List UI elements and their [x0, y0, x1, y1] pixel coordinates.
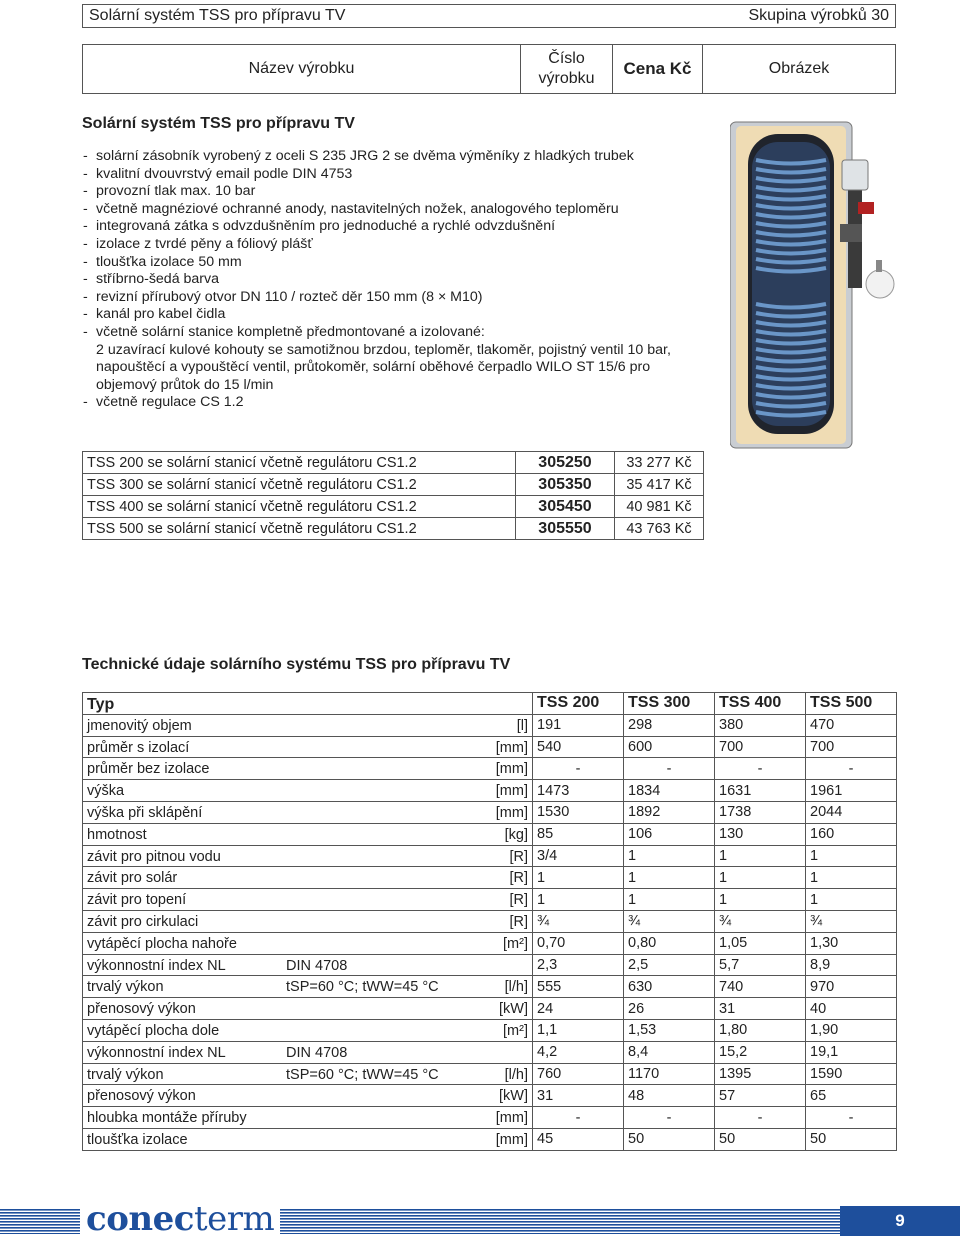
tech-value: -	[806, 1107, 897, 1129]
tech-value: 50	[624, 1128, 715, 1150]
feature-item: - včetně magnéziové ochranné anody, nastavitelných nožek, analogového teploměru	[82, 201, 722, 219]
param-unit: [l/h]	[504, 979, 528, 996]
tech-row	[83, 736, 897, 758]
feature-item: napouštěcí a vypouštěcí ventil, průtokoměr, solární oběhové čerpadlo WILO ST 15/6 pro	[96, 359, 651, 376]
tech-value: 760	[533, 1063, 624, 1085]
product-code: 305450	[516, 496, 615, 518]
tech-value: 1961	[806, 780, 897, 802]
model-header: TSS 500	[806, 693, 897, 715]
param-condition: DIN 4708	[286, 957, 348, 974]
tech-value: 1	[715, 845, 806, 867]
param-unit: [mm]	[495, 783, 528, 800]
document-title: Solární systém TSS pro přípravu TV	[89, 7, 346, 24]
page-number: 9	[840, 1206, 960, 1236]
param-unit: [m²]	[503, 935, 528, 952]
tech-value: 700	[806, 736, 897, 758]
tech-value: 700	[715, 736, 806, 758]
tech-value: ¾	[624, 910, 715, 932]
feature-item: - revizní přírubový otvor DN 110 / rozteč děr 150 mm (8 × M10)	[82, 289, 722, 307]
feature-list	[82, 148, 722, 412]
tech-value: 555	[533, 976, 624, 998]
tech-label-cell	[83, 1107, 533, 1129]
section-title: Solární systém TSS pro přípravu TV	[82, 115, 355, 132]
tech-value: 1	[624, 889, 715, 911]
tech-row	[83, 910, 897, 932]
param-name: závit pro cirkulaci	[87, 913, 199, 930]
type-label: Typ	[83, 693, 533, 715]
tech-value: 1631	[715, 780, 806, 802]
tech-label-cell	[83, 910, 533, 932]
param-unit: [l/h]	[504, 1066, 528, 1083]
model-header: TSS 300	[624, 693, 715, 715]
tech-value: 4,2	[533, 1041, 624, 1063]
param-condition: DIN 4708	[286, 1044, 348, 1061]
param-name: vytápěcí plocha dole	[87, 1022, 220, 1039]
tech-value: 85	[533, 823, 624, 845]
tech-value: 50	[806, 1128, 897, 1150]
param-name: přenosový výkon	[87, 1088, 196, 1105]
tech-row	[83, 714, 897, 736]
tech-row	[83, 867, 897, 889]
tech-value: -	[715, 1107, 806, 1129]
tech-label-cell	[83, 998, 533, 1020]
param-name: výkonnostní index NL	[87, 957, 226, 974]
price-row	[83, 452, 704, 474]
feature-item: - izolace z tvrdé pěny a fóliový plášť	[82, 236, 722, 254]
product-name: TSS 200 se solární stanicí včetně regulátoru CS1.2	[83, 452, 516, 474]
price-row	[83, 474, 704, 496]
tech-row	[83, 823, 897, 845]
top-bar	[82, 4, 896, 28]
tech-value: ¾	[533, 910, 624, 932]
tech-label-cell	[83, 867, 533, 889]
tech-value: 0,80	[624, 932, 715, 954]
col-price: Cena Kč	[613, 45, 703, 93]
feature-item: - integrovaná zátka s odvzdušněním pro jednoduché a rychlé odvzdušnění	[82, 218, 722, 236]
col-product-name: Název výrobku	[83, 45, 521, 93]
tech-label-cell	[83, 1063, 533, 1085]
tech-label-cell	[83, 932, 533, 954]
tech-row	[83, 932, 897, 954]
product-price: 35 417 Kč	[615, 474, 704, 496]
tech-value: 40	[806, 998, 897, 1020]
tech-value: 380	[715, 714, 806, 736]
tech-row	[83, 1085, 897, 1107]
param-name: hloubka montáže příruby	[87, 1110, 247, 1127]
param-unit: [mm]	[495, 1110, 528, 1127]
tech-value: ¾	[715, 910, 806, 932]
tech-value: 191	[533, 714, 624, 736]
param-unit: [mm]	[495, 761, 528, 778]
param-name: jmenovitý objem	[87, 717, 192, 734]
tech-value: 540	[533, 736, 624, 758]
tech-value: 1834	[624, 780, 715, 802]
tech-value: 1,05	[715, 932, 806, 954]
tech-value: 970	[806, 976, 897, 998]
tech-value: 15,2	[715, 1041, 806, 1063]
tech-value: 470	[806, 714, 897, 736]
tech-value: 1	[624, 845, 715, 867]
param-name: trvalý výkon	[87, 979, 164, 996]
tech-value: 1590	[806, 1063, 897, 1085]
tech-value: 65	[806, 1085, 897, 1107]
feature-item: - kanál pro kabel čidla	[82, 306, 722, 324]
feature-item: - včetně regulace CS 1.2	[82, 394, 722, 412]
tech-value: 740	[715, 976, 806, 998]
tech-value: 31	[533, 1085, 624, 1107]
param-unit: [mm]	[495, 804, 528, 821]
tech-value: 1,53	[624, 1019, 715, 1041]
tech-label-cell	[83, 758, 533, 780]
tech-row	[83, 758, 897, 780]
tech-label-cell	[83, 954, 533, 976]
tech-value: 1738	[715, 801, 806, 823]
tech-row	[83, 845, 897, 867]
col-number-line2: výrobku	[538, 70, 595, 87]
tech-row	[83, 889, 897, 911]
tech-table	[82, 692, 897, 1151]
tech-value: 1892	[624, 801, 715, 823]
param-name: výška	[87, 783, 125, 800]
param-name: trvalý výkon	[87, 1066, 164, 1083]
tech-value: 8,4	[624, 1041, 715, 1063]
col-product-number	[521, 45, 613, 93]
tech-value: 19,1	[806, 1041, 897, 1063]
tech-value: 2044	[806, 801, 897, 823]
tech-value: 630	[624, 976, 715, 998]
param-name: hmotnost	[87, 826, 147, 843]
tech-value: 1170	[624, 1063, 715, 1085]
param-condition: tSP=60 °C; tWW=45 °C	[286, 1066, 439, 1083]
tech-value: 298	[624, 714, 715, 736]
tech-row	[83, 1019, 897, 1041]
product-name: TSS 500 se solární stanicí včetně regulátoru CS1.2	[83, 518, 516, 540]
tech-label-cell	[83, 889, 533, 911]
tech-label-cell	[83, 1085, 533, 1107]
product-name: TSS 300 se solární stanicí včetně regulátoru CS1.2	[83, 474, 516, 496]
param-condition: tSP=60 °C; tWW=45 °C	[286, 979, 439, 996]
param-unit: [R]	[509, 913, 528, 930]
tech-row	[83, 998, 897, 1020]
tech-row	[83, 954, 897, 976]
tech-value: 600	[624, 736, 715, 758]
tech-value: 1395	[715, 1063, 806, 1085]
param-name: průměr s izolací	[87, 739, 190, 756]
tech-row	[83, 1128, 897, 1150]
tech-value: 26	[624, 998, 715, 1020]
param-unit: [R]	[509, 870, 528, 887]
param-unit: [R]	[509, 892, 528, 909]
tech-label-cell	[83, 976, 533, 998]
feature-item: - provozní tlak max. 10 bar	[82, 183, 722, 201]
param-name: závit pro topení	[87, 892, 187, 909]
tech-value: 1	[806, 889, 897, 911]
tech-value: 130	[715, 823, 806, 845]
feature-item: objemový průtok do 15 l/min	[96, 376, 274, 393]
tech-label-cell	[83, 845, 533, 867]
tech-value: -	[624, 1107, 715, 1129]
tech-title: Technické údaje solárního systému TSS pro přípravu TV	[82, 656, 511, 673]
feature-item: 2 uzavírací kulové kohouty se samotižnou brzdou, teploměr, tlakoměr, pojistný ventil 10 bar,	[96, 341, 671, 358]
price-row	[83, 518, 704, 540]
tech-value: 1	[533, 867, 624, 889]
product-group: Skupina výrobků 30	[748, 7, 889, 24]
param-unit: [R]	[509, 848, 528, 865]
param-name: výkonnostní index NL	[87, 1044, 226, 1061]
tech-label-cell	[83, 823, 533, 845]
feature-item: - stříbrno-šedá barva	[82, 271, 722, 289]
tech-row	[83, 976, 897, 998]
tech-value: 2,3	[533, 954, 624, 976]
tech-value: 24	[533, 998, 624, 1020]
tech-value: 2,5	[624, 954, 715, 976]
model-header: TSS 400	[715, 693, 806, 715]
param-name: závit pro solár	[87, 870, 178, 887]
tech-label-cell	[83, 780, 533, 802]
tech-row	[83, 780, 897, 802]
tech-value: -	[715, 758, 806, 780]
col-image: Obrázek	[768, 60, 830, 77]
param-unit: [kW]	[499, 1001, 528, 1018]
tech-label-cell	[83, 736, 533, 758]
product-name: TSS 400 se solární stanicí včetně regulátoru CS1.2	[83, 496, 516, 518]
product-code: 305250	[516, 452, 615, 474]
tech-value: -	[533, 1107, 624, 1129]
price-table	[82, 451, 704, 540]
product-code: 305550	[516, 518, 615, 540]
tech-value: 45	[533, 1128, 624, 1150]
tech-label-cell	[83, 1041, 533, 1063]
tech-label-cell	[83, 714, 533, 736]
param-name: tloušťka izolace	[87, 1131, 188, 1148]
solar-tank-image	[730, 120, 898, 450]
tech-value: ¾	[806, 910, 897, 932]
tech-header-row	[83, 693, 897, 715]
tech-label-cell	[83, 801, 533, 823]
product-price: 43 763 Kč	[615, 518, 704, 540]
param-unit: [l]	[516, 717, 528, 734]
param-unit: [kg]	[504, 826, 528, 843]
tech-value: 1	[624, 867, 715, 889]
tech-value: 1,80	[715, 1019, 806, 1041]
tech-row	[83, 801, 897, 823]
tech-value: 1	[806, 867, 897, 889]
param-unit: [mm]	[495, 739, 528, 756]
tech-value: 1,1	[533, 1019, 624, 1041]
col-number-line1: Číslo	[548, 50, 585, 67]
tech-value: 1473	[533, 780, 624, 802]
product-price: 40 981 Kč	[615, 496, 704, 518]
param-name: průměr bez izolace	[87, 761, 210, 778]
tech-value: 57	[715, 1085, 806, 1107]
column-header	[82, 44, 896, 94]
product-price: 33 277 Kč	[615, 452, 704, 474]
tech-value: -	[624, 758, 715, 780]
tech-label-cell	[83, 1019, 533, 1041]
tech-value: 50	[715, 1128, 806, 1150]
model-header: TSS 200	[533, 693, 624, 715]
feature-item: - tloušťka izolace 50 mm	[82, 254, 722, 272]
tech-value: 5,7	[715, 954, 806, 976]
tech-value: -	[533, 758, 624, 780]
param-name: výška při sklápění	[87, 804, 203, 821]
tech-value: 31	[715, 998, 806, 1020]
param-unit: [mm]	[495, 1131, 528, 1148]
param-name: vytápěcí plocha nahoře	[87, 935, 237, 952]
tech-value: 106	[624, 823, 715, 845]
feature-item: - kvalitní dvouvrstvý email podle DIN 4753	[82, 166, 722, 184]
tech-value: 1	[533, 889, 624, 911]
feature-item: - solární zásobník vyrobený z oceli S 235 JRG 2 se dvěma výměníky z hladkých trubek	[82, 148, 722, 166]
tech-value: 1	[806, 845, 897, 867]
tech-value: 0,70	[533, 932, 624, 954]
product-code: 305350	[516, 474, 615, 496]
tech-value: 1,30	[806, 932, 897, 954]
tech-label-cell	[83, 1128, 533, 1150]
tech-row	[83, 1063, 897, 1085]
tech-value: 160	[806, 823, 897, 845]
param-name: závit pro pitnou vodu	[87, 848, 221, 865]
tech-row	[83, 1041, 897, 1063]
tech-value: 48	[624, 1085, 715, 1107]
tech-row	[83, 1107, 897, 1129]
tech-value: 1530	[533, 801, 624, 823]
param-unit: [kW]	[499, 1088, 528, 1105]
brand-logo: conecterm	[80, 1200, 280, 1238]
price-row	[83, 496, 704, 518]
tech-value: 1	[715, 889, 806, 911]
tech-value: 1	[715, 867, 806, 889]
tech-value: 3/4	[533, 845, 624, 867]
param-unit: [m²]	[503, 1022, 528, 1039]
feature-item: - včetně solární stanice kompletně předmontované a izolované:	[82, 324, 722, 342]
tech-value: -	[806, 758, 897, 780]
tech-value: 1,90	[806, 1019, 897, 1041]
param-name: přenosový výkon	[87, 1001, 196, 1018]
tech-value: 8,9	[806, 954, 897, 976]
